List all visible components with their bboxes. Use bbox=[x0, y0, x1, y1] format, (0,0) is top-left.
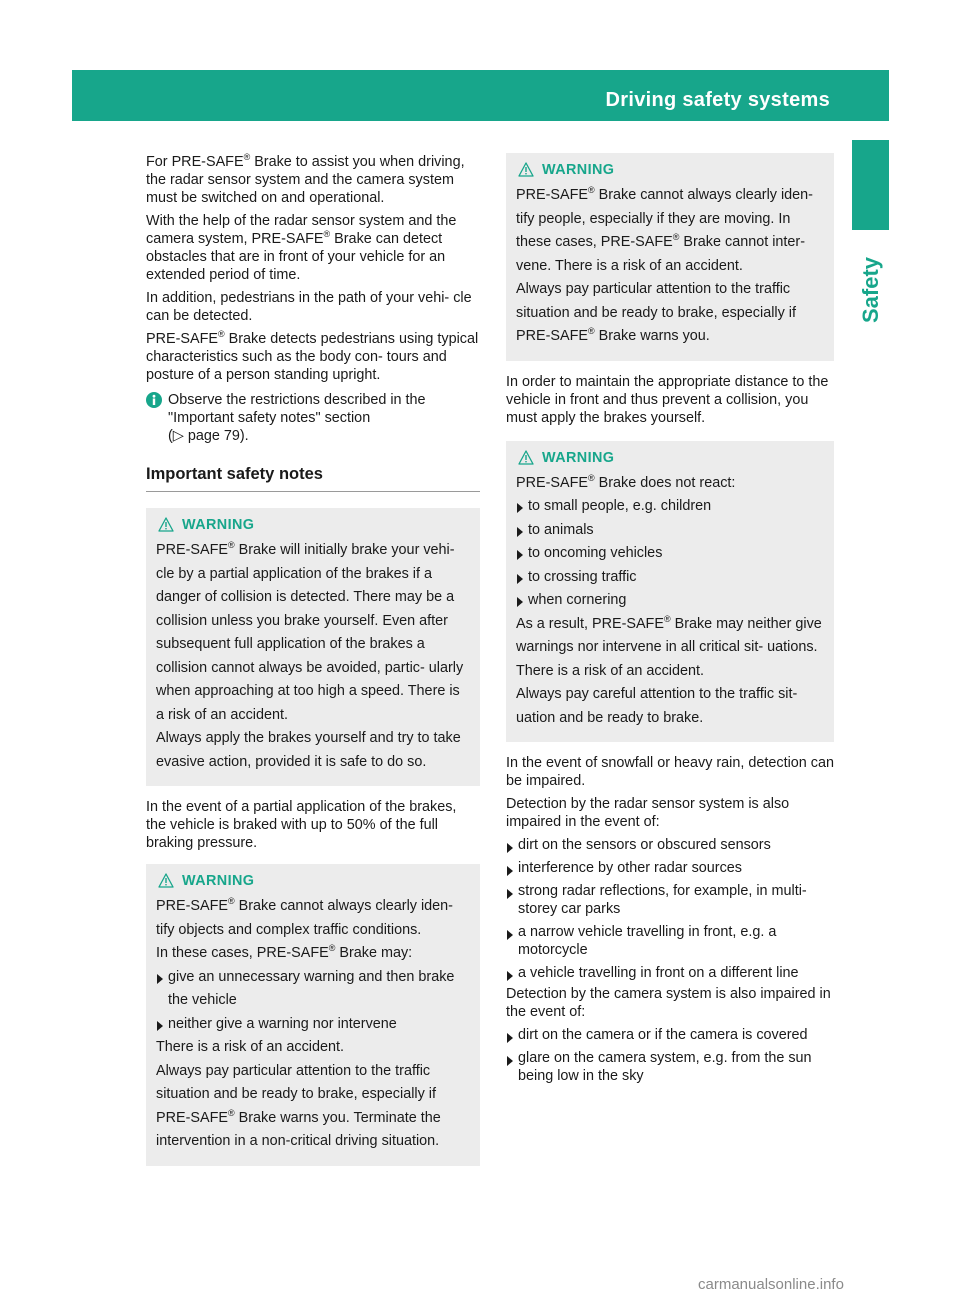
warning-triangle-icon bbox=[158, 517, 174, 532]
warning-text: Always pay particular attention to the traffic situation and be ready to brake, especially if PRE-SAFE® Brake warns you. bbox=[516, 281, 796, 344]
warning-box bbox=[506, 441, 834, 743]
section-heading: Important safety notes bbox=[146, 459, 480, 492]
intro-paragraph: With the help of the radar sensor system and the camera system, PRE-SAFE® Brake can detect obstacles that are in front of your vehicle for an extended period of time. bbox=[146, 213, 457, 283]
info-note-text: Observe the restrictions described in the "Important safety notes" section bbox=[168, 392, 426, 426]
body-paragraph: In order to maintain the appropriate distance to the vehicle in front and thus prevent a collision, you must apply the brakes yourself. bbox=[506, 373, 829, 426]
warning-text: PRE-SAFE® Brake does not react: bbox=[516, 472, 736, 491]
list-item: a narrow vehicle travelling in front, e.g. a motorcycle bbox=[506, 923, 834, 959]
list-item: give an unnecessary warning and then brake the vehicle bbox=[156, 966, 470, 1013]
list-item: neither give a warning nor intervene bbox=[156, 1013, 470, 1037]
warning-text: Always pay particular attention to the traffic situation and be ready to brake, especially if PRE-SAFE® Brake warns you. Terminate the intervention in a non-critical driving situation. bbox=[156, 1062, 441, 1149]
page-ref-arrow: ▷ bbox=[172, 428, 184, 444]
camera-bullet-list bbox=[506, 1026, 834, 1085]
warning-title: WARNING bbox=[156, 868, 470, 895]
warning-box bbox=[146, 508, 480, 786]
warning-title: WARNING bbox=[516, 157, 824, 184]
warning-title: WARNING bbox=[516, 445, 824, 472]
side-tab-marker bbox=[852, 140, 889, 230]
list-item: to crossing traffic bbox=[516, 566, 824, 590]
info-circle-icon bbox=[146, 392, 162, 408]
side-tab-label: Safety bbox=[857, 256, 883, 324]
body-paragraph: In the event of a partial application of the brakes, the vehicle is braked with up to 50% of the full braking pressure. bbox=[146, 799, 457, 851]
page-header bbox=[72, 70, 945, 121]
list-item: glare on the camera system, e.g. from the sun being low in the sky bbox=[506, 1049, 834, 1085]
info-note: Observe the restrictions described in the "Important safety notes" section (▷ page 79). bbox=[146, 391, 480, 445]
intro-paragraph: In addition, pedestrians in the path of your vehi- cle can be detected. bbox=[146, 290, 472, 324]
warning-triangle-icon bbox=[518, 162, 534, 177]
body-paragraph: Detection by the camera system is also impaired in the event of: bbox=[506, 986, 831, 1020]
right-column bbox=[506, 153, 834, 1088]
intro-paragraph: For PRE-SAFE® Brake to assist you when driving, the radar sensor system and the camera system must be switched on and operational. bbox=[146, 152, 465, 206]
warning-triangle-icon bbox=[518, 450, 534, 465]
page-number: 79 bbox=[921, 89, 945, 111]
list-item: strong radar reflections, for example, in multi- storey car parks bbox=[506, 882, 834, 918]
list-item: dirt on the sensors or obscured sensors bbox=[506, 836, 834, 854]
list-item: to oncoming vehicles bbox=[516, 542, 824, 566]
body-paragraph: Detection by the radar sensor system is also impaired in the event of: bbox=[506, 796, 790, 830]
body-paragraph: In the event of snowfall or heavy rain, detection can be impaired. bbox=[506, 755, 834, 789]
warning-title: WARNING bbox=[156, 512, 470, 539]
list-item: when cornering bbox=[516, 589, 824, 613]
page-reference-link[interactable]: page 79). bbox=[187, 428, 249, 444]
warning-text: As a result, PRE-SAFE® Brake may neither give warnings nor intervene in all critical sit- uations. There is a risk of an accident. bbox=[516, 613, 822, 679]
section-title: Driving safety systems bbox=[605, 89, 830, 111]
warning-bullet-list bbox=[156, 966, 470, 1037]
left-column bbox=[146, 153, 480, 1178]
list-item: a vehicle travelling in front on a different line bbox=[506, 964, 834, 982]
warning-text: PRE-SAFE® Brake cannot always clearly iden- tify people, especially if they are moving. In these cases, PRE-SAFE® Brake cannot inter- vene. There is a risk of an accident. bbox=[516, 185, 813, 274]
warning-text: In these cases, PRE-SAFE® Brake may: bbox=[156, 943, 413, 961]
list-item: dirt on the camera or if the camera is covered bbox=[506, 1026, 834, 1044]
list-item: interference by other radar sources bbox=[506, 859, 834, 877]
warning-triangle-icon bbox=[158, 873, 174, 888]
list-item: to small people, e.g. children bbox=[516, 495, 824, 519]
warning-text: Always pay careful attention to the traffic sit- uation and be ready to brake. bbox=[516, 686, 798, 726]
radar-bullet-list bbox=[506, 836, 834, 982]
warning-text: PRE-SAFE® Brake will initially brake your vehi- cle by a partial application of the brakes if a danger of collision is detected. There may be a collision unless you brake yourself. Even after subsequent full application of the brakes a collision cannot always be avoided, partic- ularly when approaching at too high a speed. There is a risk of an accident. bbox=[156, 540, 464, 723]
warning-text: There is a risk of an accident. bbox=[156, 1039, 344, 1055]
side-tab bbox=[852, 240, 889, 340]
watermark: carmanualsonline.info bbox=[698, 1276, 844, 1293]
warning-box bbox=[506, 153, 834, 361]
warning-box bbox=[146, 864, 480, 1166]
intro-paragraph: PRE-SAFE® Brake detects pedestrians using typical characteristics such as the body con- tours and posture of a person standing upright. bbox=[146, 329, 479, 383]
warning-bullet-list bbox=[516, 495, 824, 613]
warning-text: Always apply the brakes yourself and try to take evasive action, provided it is safe to do so. bbox=[156, 730, 461, 770]
warning-text: PRE-SAFE® Brake cannot always clearly iden- tify objects and complex traffic conditions. bbox=[156, 896, 453, 938]
list-item: to animals bbox=[516, 519, 824, 543]
